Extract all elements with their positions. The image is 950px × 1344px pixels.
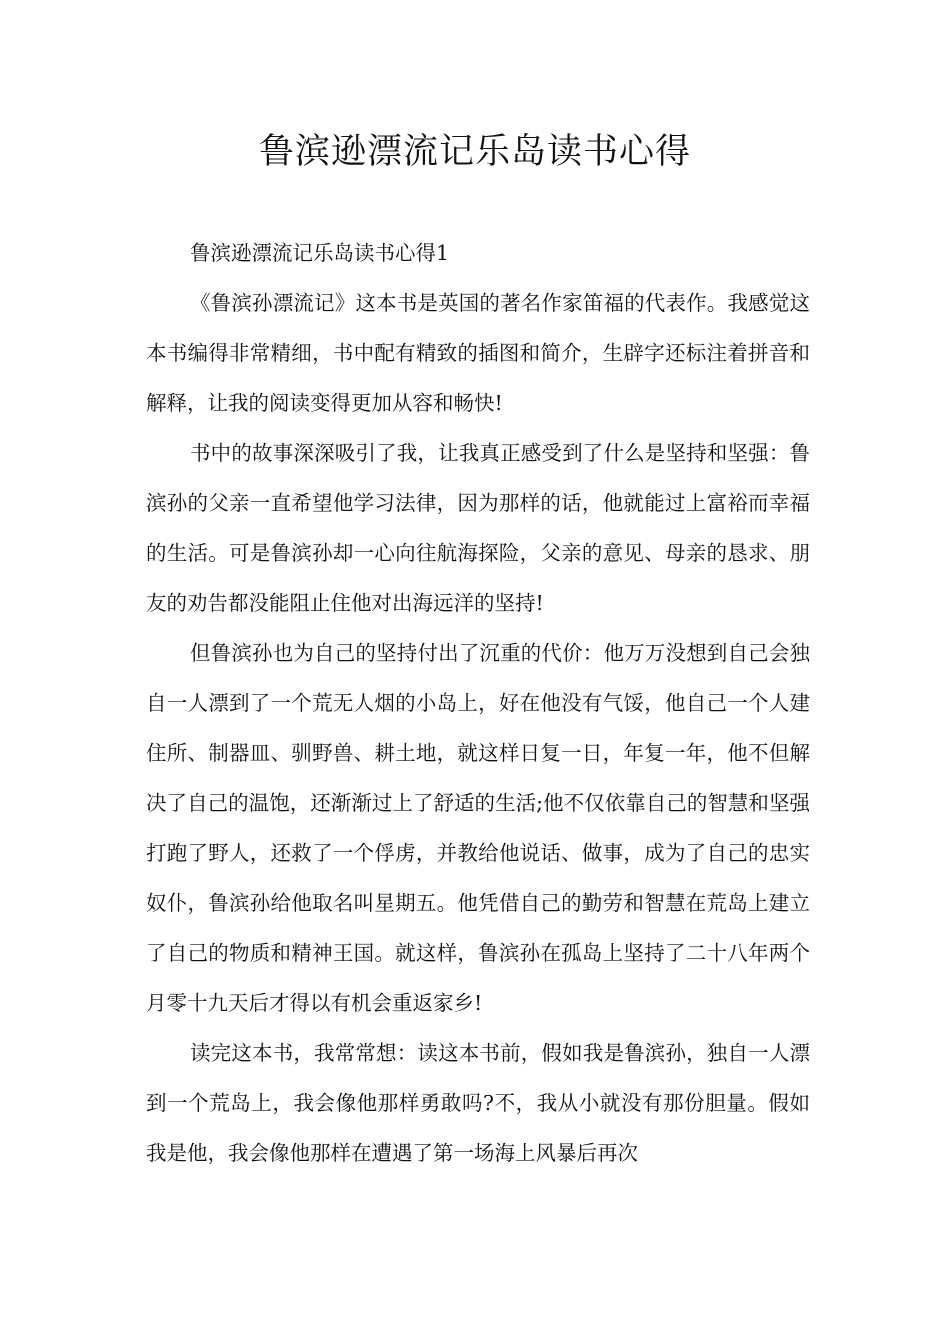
paragraph-2: 书中的故事深深吸引了我，让我真正感受到了什么是坚持和坚强：鲁滨孙的父亲一直希望他学习法律，因为那样的话，他就能过上富裕而幸福的生活。可是鲁滨孙却一心向往航海探险，父亲的意见、母亲的恳求、朋友的劝告都没能阻止住他对出海远洋的坚持! [146,441,810,615]
document-title: 鲁滨逊漂流记乐岛读书心得 [258,132,691,172]
section-subtitle: 鲁滨逊漂流记乐岛读书心得1 [190,241,450,265]
paragraph-4: 读完这本书，我常常想：读这本书前，假如我是鲁滨孙，独自一人漂到一个荒岛上，我会像他那样勇敢吗?不，我从小就没有那份胆量。假如我是他，我会像他那样在遭遇了第一场海上风暴后再次 [146,1041,810,1165]
paragraph-1: 《鲁滨孙漂流记》这本书是英国的著名作家笛福的代表作。我感觉这本书编得非常精细，书中配有精致的插图和简介，生辟字还标注着拼音和解释，让我的阅读变得更加从容和畅快! [146,291,810,415]
paragraph-3: 但鲁滨孙也为自己的坚持付出了沉重的代价：他万万没想到自己会独自一人漂到了一个荒无人烟的小岛上，好在他没有气馁，他自己一个人建住所、制器皿、驯野兽、耕土地，就这样日复一日，年复一年，他不但解决了自己的温饱，还渐渐过上了舒适的生活;他不仅依靠自己的智慧和坚强打跑了野人，还救了一个俘虏，并教给他说话、做事，成为了自己的忠实奴仆，鲁滨孙给他取名叫星期五。他凭借自己的勤劳和智慧在荒岛上建立了自己的物质和精神王国。就这样，鲁滨孙在孤岛上坚持了二十八年两个月零十九天后才得以有机会重返家乡! [146,641,810,1015]
document-body [146,228,810,1178]
